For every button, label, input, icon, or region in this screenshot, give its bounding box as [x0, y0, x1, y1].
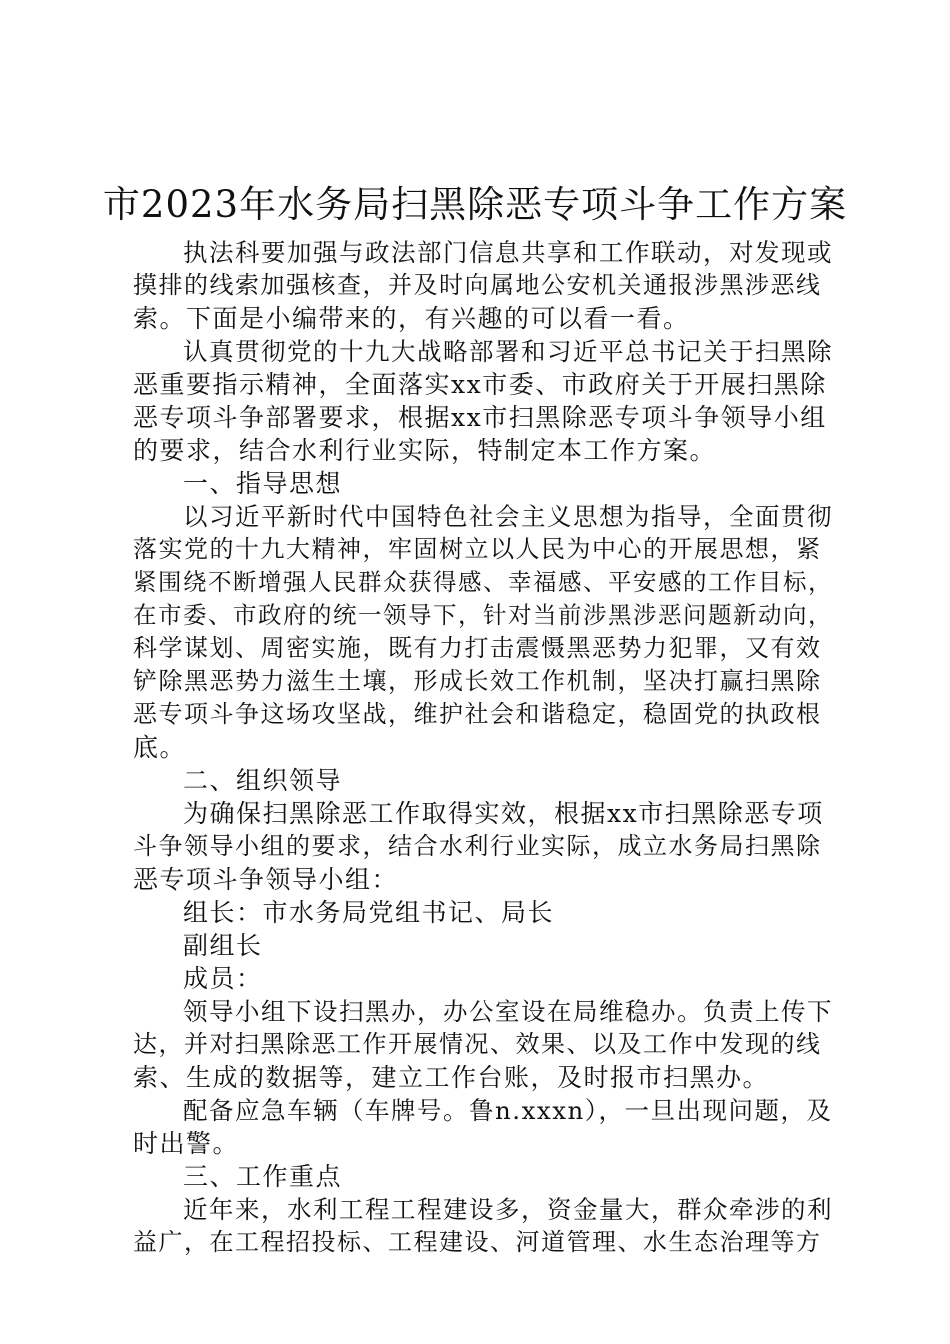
document-body	[133, 236, 833, 1259]
text-line: 近年来，水利工程工程建设多，资金量大，群众牵涉的利	[183, 1195, 833, 1224]
text-line: 一、指导思想	[183, 469, 343, 498]
text-line: 恶重要指示精神，全面落实xx市委、市政府关于开展扫黑除	[133, 370, 827, 399]
text-line: 恶专项斗争这场攻坚战，维护社会和谐稳定，稳固党的执政根	[133, 700, 822, 728]
text-line: 为确保扫黑除恶工作取得实效，根据xx市扫黑除恶专项	[183, 799, 824, 828]
text-line: 摸排的线索加强核查，并及时向属地公安机关通报涉黑涉恶线	[133, 271, 822, 299]
text-line: 领导小组下设扫黑办，办公室设在局维稳办。负责上传下	[183, 997, 833, 1026]
text-line: 益广，在工程招投标、工程建设、河道管理、水生态治理等方	[133, 1228, 822, 1256]
text-line: 达，并对扫黑除恶工作开展情况、效果、以及工作中发现的线	[133, 1030, 822, 1058]
text-line: 配备应急车辆（车牌号。鲁n.xxxn），一旦出现问题，及	[183, 1096, 833, 1125]
text-line: 三、工作重点	[183, 1162, 343, 1191]
text-line: 成员：	[183, 964, 263, 993]
text-line: 斗争领导小组的要求，结合水利行业实际，成立水务局扫黑除	[133, 832, 822, 860]
text-line: 的要求，结合水利行业实际，特制定本工作方案。	[133, 436, 717, 465]
text-line: 执法科要加强与政法部门信息共享和工作联动，对发现或	[183, 238, 833, 267]
text-line: 认真贯彻党的十九大战略部署和习近平总书记关于扫黑除	[183, 337, 833, 366]
text-line: 恶专项斗争领导小组：	[133, 865, 399, 894]
document-title: 市2023年水务局扫黑除恶专项斗争工作方案	[102, 183, 848, 226]
text-line: 索。下面是小编带来的，有兴趣的可以看一看。	[133, 304, 690, 333]
text-line: 组长：市水务局党组书记、局长	[183, 898, 555, 927]
text-line: 二、组织领导	[183, 766, 343, 795]
text-line: 恶专项斗争部署要求，根据xx市扫黑除恶专项斗争领导小组	[133, 403, 827, 432]
text-line: 铲除黑恶势力滋生土壤，形成长效工作机制，坚决打赢扫黑除	[133, 667, 822, 695]
text-line: 紧围绕不断增强人民群众获得感、幸福感、平安感的工作目标，	[133, 568, 833, 596]
text-line: 索、生成的数据等，建立工作台账，及时报市扫黑办。	[133, 1063, 770, 1092]
text-line: 底。	[133, 733, 187, 762]
text-line: 在市委、市政府的统一领导下，针对当前涉黑涉恶问题新动向，	[133, 601, 833, 629]
text-line: 以习近平新时代中国特色社会主义思想为指导，全面贯彻	[183, 502, 833, 531]
text-line: 时出警。	[133, 1129, 240, 1158]
text-line: 落实党的十九大精神，牢固树立以人民为中心的开展思想，紧	[133, 535, 822, 563]
text-line: 科学谋划、周密实施，既有力打击震慑黑恶势力犯罪，又有效	[133, 634, 822, 662]
text-line: 副组长	[183, 931, 263, 960]
